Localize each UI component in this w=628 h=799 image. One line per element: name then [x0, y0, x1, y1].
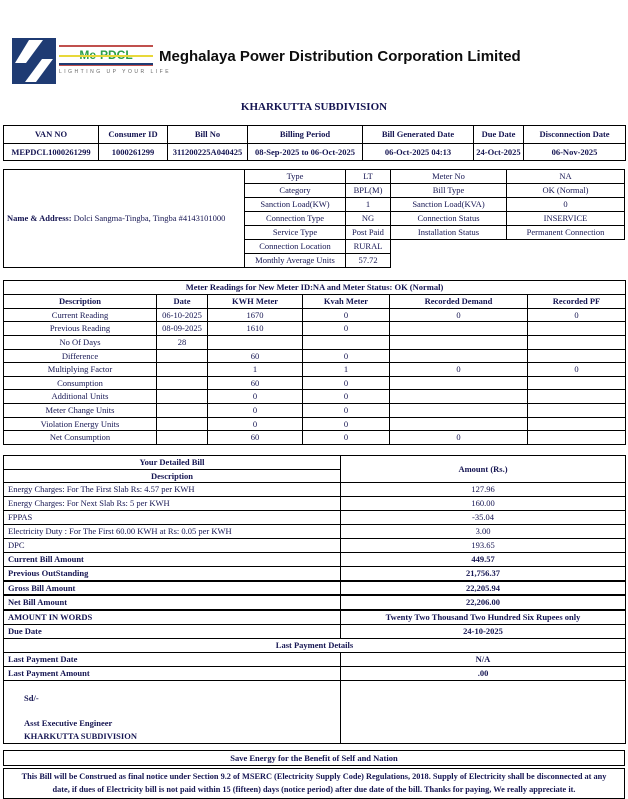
connection-row [245, 170, 625, 184]
last-payment-date-value: N/A [341, 652, 626, 666]
meter-row [4, 308, 626, 322]
logo-bottom-line [59, 65, 153, 66]
summary-label: Previous OutStanding [4, 567, 341, 581]
bill-info-table [3, 125, 626, 161]
detail-value: Post Paid [346, 226, 391, 240]
connection-row [245, 240, 625, 254]
charge-row [4, 525, 626, 539]
final-notice-text: This Bill will be Construed as final notice under Section 9.2 of MSERC (Electricity Supply Code) Regulations, 2018. Supply of Electricity shall be disconnected at any date, if dues of Electricity bill is not paid within 15 (fifteen) days (notice period) after due date of the bill. Thanks for paying, We really appreciate it. [3, 768, 625, 799]
meter-cell [528, 322, 626, 336]
meter-cell: 1 [303, 363, 390, 377]
customer-section [3, 169, 625, 268]
bill-generated-date: 06-Oct-2025 04:13 [363, 144, 474, 161]
summary-label: AMOUNT IN WORDS [4, 610, 341, 624]
charge-rows-body [4, 483, 626, 553]
meter-cell: Meter Change Units [4, 404, 157, 418]
meter-cell: 28 [157, 335, 208, 349]
detail-label: Monthly Average Units [245, 254, 346, 268]
detail-label: Service Type [245, 226, 346, 240]
connection-row [245, 212, 625, 226]
charge-description: DPC [4, 539, 341, 553]
bill-info-header: Bill No [168, 126, 248, 144]
last-payment-row [4, 652, 626, 666]
detail-value: LT [346, 170, 391, 184]
summary-amount: 24-10-2025 [341, 624, 626, 638]
meter-cell: 0 [528, 308, 626, 322]
empty-cell [391, 240, 625, 254]
meter-cell [390, 404, 528, 418]
connection-row [245, 198, 625, 212]
detailed-bill-table [3, 455, 626, 744]
meter-cell [157, 349, 208, 363]
meter-row [4, 335, 626, 349]
meter-cell [528, 349, 626, 363]
last-payment-date-label: Last Payment Date [4, 652, 341, 666]
meter-cell [528, 417, 626, 431]
meter-col-header: Kvah Meter [303, 294, 390, 308]
meter-cell [157, 404, 208, 418]
name-address-label: Name & Address: [7, 212, 72, 223]
last-payment-row [4, 666, 626, 680]
bill-info-header: Due Date [474, 126, 524, 144]
summary-label: Net Bill Amount [4, 595, 341, 610]
meter-cell: 0 [303, 431, 390, 445]
meter-row [4, 404, 626, 418]
lightning-bolt-icon [12, 38, 56, 84]
meter-row [4, 376, 626, 390]
meter-cell [157, 376, 208, 390]
bill-header [3, 0, 625, 88]
signature-gap [24, 705, 340, 717]
amount-in-words: Twenty Two Thousand Two Hundred Six Rupees only [341, 610, 626, 624]
detail-label: Category [245, 184, 346, 198]
bill-info-header: VAN NO [4, 126, 99, 144]
disconnection-date: 06-Nov-2025 [524, 144, 626, 161]
connection-row [245, 184, 625, 198]
company-name: Meghalaya Power Distribution Corporation Limited [159, 48, 521, 65]
charge-description: Electricity Duty : For The First 60.00 KWH at Rs: 0.05 per KWH [4, 525, 341, 539]
detail-label: Sanction Load(KVA) [391, 198, 507, 212]
connection-row [245, 254, 625, 268]
amount-header: Amount (Rs.) [341, 455, 626, 482]
meter-cell [528, 390, 626, 404]
meter-cell [390, 349, 528, 363]
mepdcl-logo [12, 38, 172, 84]
meter-cell: 60 [208, 376, 303, 390]
meter-cell: 0 [208, 417, 303, 431]
meter-row [4, 431, 626, 445]
detail-label: Connection Status [391, 212, 507, 226]
signature-office: KHARKUTTA SUBDIVISION [24, 730, 137, 741]
billing-period: 08-Sep-2025 to 06-Oct-2025 [248, 144, 363, 161]
meter-row [4, 349, 626, 363]
charge-amount: -35.04 [341, 511, 626, 525]
meter-cell: 0 [303, 404, 390, 418]
name-address-value: Dolci Sangma-Tingba, Tingba #4143101000 [73, 212, 226, 223]
meter-cell: 08-09-2025 [157, 322, 208, 336]
bill-info-header: Billing Period [248, 126, 363, 144]
detail-value: INSERVICE [507, 212, 625, 226]
summary-row [4, 624, 626, 638]
bill-no: 311200225A040425 [168, 144, 248, 161]
last-payment-amount-label: Last Payment Amount [4, 666, 341, 680]
meter-cell [390, 322, 528, 336]
detail-label: Installation Status [391, 226, 507, 240]
detail-value: RURAL [346, 240, 391, 254]
meter-cell: Consumption [4, 376, 157, 390]
meter-row [4, 363, 626, 377]
meter-row [4, 390, 626, 404]
meter-row [4, 322, 626, 336]
logo-wordmark [59, 38, 172, 75]
meter-cell: 0 [303, 308, 390, 322]
logo-strike-line [59, 55, 153, 57]
detail-label: Connection Type [245, 212, 346, 226]
meter-cell [528, 404, 626, 418]
summary-label: Gross Bill Amount [4, 581, 341, 596]
description-header: Description [4, 469, 341, 483]
detail-value: Permanent Connection [507, 226, 625, 240]
meter-readings-title-row [4, 281, 626, 295]
charge-description: Energy Charges: For Next Slab Rs: 5 per KWH [4, 497, 341, 511]
charge-description: FPPAS [4, 511, 341, 525]
meter-cell [157, 431, 208, 445]
meter-cell: 0 [303, 417, 390, 431]
meter-cell: 0 [528, 363, 626, 377]
empty-cell [391, 254, 625, 268]
summary-row [4, 581, 626, 596]
meter-cell: 1610 [208, 322, 303, 336]
signature-block [4, 680, 341, 744]
detailed-bill-title: Your Detailed Bill [4, 455, 341, 469]
meter-cell: 0 [390, 431, 528, 445]
detail-value: NG [346, 212, 391, 226]
meter-readings-header-row [4, 294, 626, 308]
meter-cell [528, 431, 626, 445]
meter-cell [157, 417, 208, 431]
charge-amount: 3.00 [341, 525, 626, 539]
signature-sd: Sd/- [24, 692, 39, 703]
meter-cell: 60 [208, 431, 303, 445]
detail-label: Bill Type [391, 184, 507, 198]
detail-value: 57.72 [346, 254, 391, 268]
meter-cell: Difference [4, 349, 157, 363]
summary-label: Current Bill Amount [4, 553, 341, 567]
name-address-cell [3, 169, 245, 268]
summary-row [4, 595, 626, 610]
meter-col-header: Recorded Demand [390, 294, 528, 308]
summary-row [4, 567, 626, 581]
meter-cell: 0 [390, 308, 528, 322]
meter-col-header: Description [4, 294, 157, 308]
meter-col-header: KWH Meter [208, 294, 303, 308]
charge-row [4, 483, 626, 497]
meter-cell: Violation Energy Units [4, 417, 157, 431]
charge-row [4, 511, 626, 525]
summary-row [4, 553, 626, 567]
meter-readings-body [4, 308, 626, 444]
meter-cell: Net Consumption [4, 431, 157, 445]
subdivision-title: KHARKUTTA SUBDIVISION [240, 101, 388, 113]
detailed-bill-title-row [4, 455, 626, 469]
meter-cell: 1 [208, 363, 303, 377]
meter-cell [528, 376, 626, 390]
meter-cell [390, 390, 528, 404]
bill-info-header: Bill Generated Date [363, 126, 474, 144]
meter-cell: 0 [303, 322, 390, 336]
meter-col-header: Recorded PF [528, 294, 626, 308]
consumer-id: 1000261299 [99, 144, 168, 161]
meter-cell: Current Reading [4, 308, 157, 322]
detail-label: Sanction Load(KW) [245, 198, 346, 212]
signature-empty-cell [341, 680, 626, 744]
summary-amount: 22,206.00 [341, 595, 626, 610]
connection-row [245, 226, 625, 240]
meter-cell: Previous Reading [4, 322, 157, 336]
summary-amount: 449.57 [341, 553, 626, 567]
charge-row [4, 539, 626, 553]
meter-cell: 1670 [208, 308, 303, 322]
meter-cell: 0 [303, 349, 390, 363]
save-energy-slogan: Save Energy for the Benefit of Self and Nation [3, 750, 625, 766]
meter-cell: 0 [303, 390, 390, 404]
meter-cell: No Of Days [4, 335, 157, 349]
meter-cell: 0 [208, 404, 303, 418]
meter-cell [157, 390, 208, 404]
logo-text [59, 47, 153, 63]
bill-info-header: Disconnection Date [524, 126, 626, 144]
charge-amount: 160.00 [341, 497, 626, 511]
due-date: 24-Oct-2025 [474, 144, 524, 161]
meter-readings-table [3, 280, 626, 445]
detail-value: 1 [346, 198, 391, 212]
logo-tagline: LIGHTING UP YOUR LIFE [59, 68, 172, 75]
bill-info-header: Consumer ID [99, 126, 168, 144]
meter-col-header: Date [157, 294, 208, 308]
bill-info-header-row [4, 126, 626, 144]
charge-amount: 127.96 [341, 483, 626, 497]
last-payment-amount-value: .00 [341, 666, 626, 680]
detail-label: Type [245, 170, 346, 184]
meter-cell [390, 376, 528, 390]
detail-label: Meter No [391, 170, 507, 184]
connection-details-table [244, 169, 625, 268]
meter-cell: 0 [208, 390, 303, 404]
bill-info-value-row [4, 144, 626, 161]
detail-label: Connection Location [245, 240, 346, 254]
meter-cell: Multiplying Factor [4, 363, 157, 377]
summary-row [4, 610, 626, 624]
signature-row [4, 680, 626, 744]
summary-label: Due Date [4, 624, 341, 638]
meter-readings-title: Meter Readings for New Meter ID:NA and Meter Status: OK (Normal) [4, 281, 626, 295]
detail-value: OK (Normal) [507, 184, 625, 198]
meter-cell [208, 335, 303, 349]
summary-amount: 21,756.37 [341, 567, 626, 581]
meter-cell [157, 363, 208, 377]
meter-cell: Additional Units [4, 390, 157, 404]
charge-row [4, 497, 626, 511]
last-payment-title-row [4, 638, 626, 652]
summary-amount: 22,205.94 [341, 581, 626, 596]
meter-cell: 0 [303, 376, 390, 390]
meter-cell: 60 [208, 349, 303, 363]
meter-cell: 06-10-2025 [157, 308, 208, 322]
charge-amount: 193.65 [341, 539, 626, 553]
detail-value: NA [507, 170, 625, 184]
meter-row [4, 417, 626, 431]
meter-cell [303, 335, 390, 349]
charge-description: Energy Charges: For The First Slab Rs: 4.57 per KWH [4, 483, 341, 497]
last-payment-title: Last Payment Details [4, 638, 626, 652]
meter-cell [390, 335, 528, 349]
detail-value: 0 [507, 198, 625, 212]
detail-value: BPL(M) [346, 184, 391, 198]
meter-cell [390, 417, 528, 431]
van-no: MEPDCL1000261299 [4, 144, 99, 161]
meter-cell: 0 [390, 363, 528, 377]
meter-cell [528, 335, 626, 349]
signature-designation: Asst Executive Engineer [24, 717, 113, 728]
